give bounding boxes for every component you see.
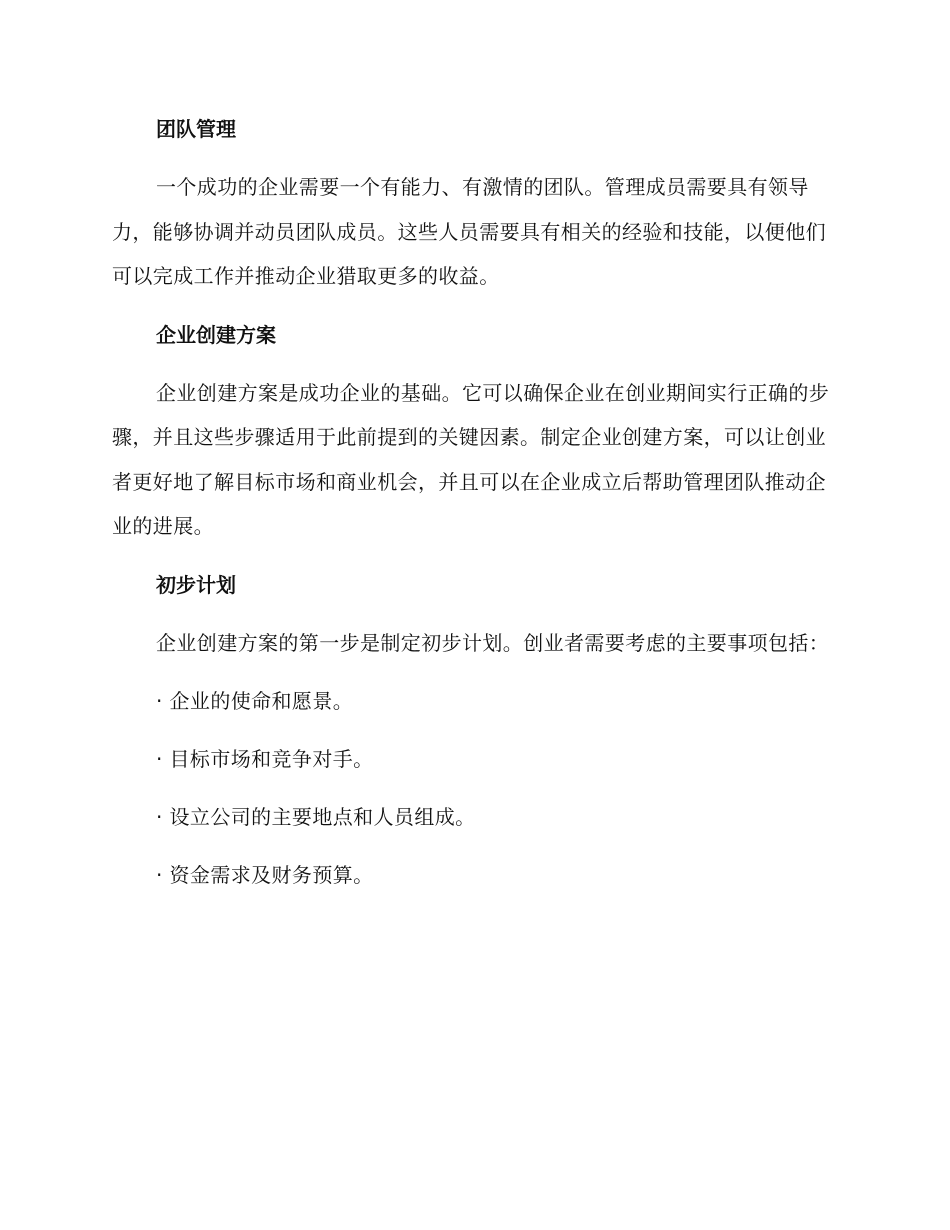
section-paragraph-team-management: 一个成功的企业需要一个有能力、有激情的团队。管理成员需要具有领导力，能够协调并动员团队成员。这些人员需要具有相关的经验和技能，以便他们可以完成工作并推动企业猎取更多的收益。 [112,175,826,288]
section-paragraph-preliminary-plan: 企业创建方案的第一步是制定初步计划。创业者需要考虑的主要事项包括： [156,630,830,655]
bullet-item: · 目标市场和竞争对手。 [156,747,374,771]
bullet-item: · 企业的使命和愿景。 [156,689,354,713]
bullet-item: · 设立公司的主要地点和人员组成。 [156,805,476,829]
section-paragraph-business-plan: 企业创建方案是成功企业的基础。它可以确保企业在创业期间实行正确的步骤，并且这些步骤适用于此前提到的关键因素。制定企业创建方案，可以让创业者更好地了解目标市场和商业机会，并且可以在企业成立后帮助管理团队推动企业的进展。 [112,380,830,538]
section-heading-preliminary-plan: 初步计划 [156,572,236,597]
section-heading-business-plan: 企业创建方案 [156,322,276,347]
section-heading-team-management: 团队管理 [156,117,236,141]
document-body [112,107,832,911]
bullet-item: · 资金需求及财务预算。 [156,863,374,887]
